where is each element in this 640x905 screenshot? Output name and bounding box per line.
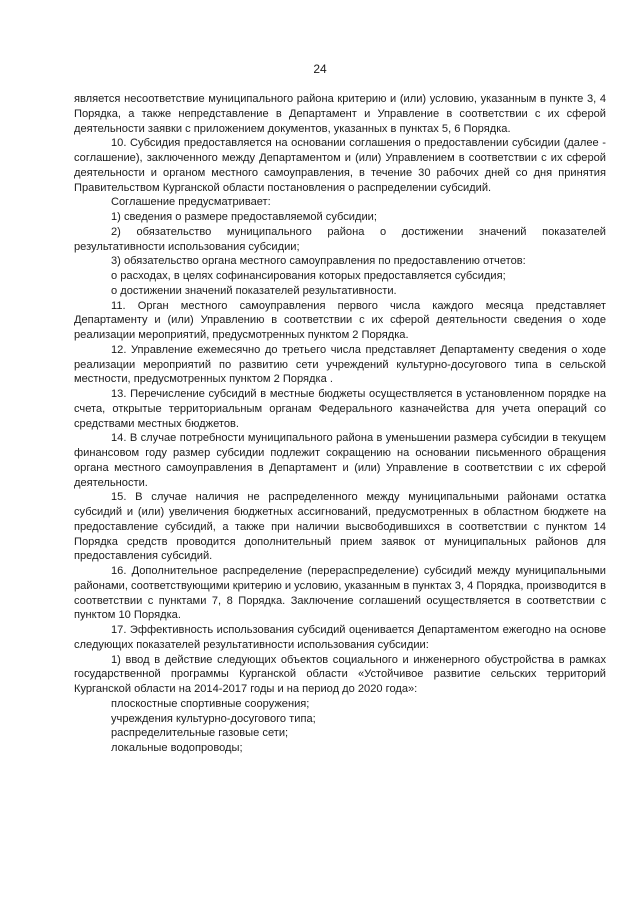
paragraph: о расходах, в целях софинансирования которых предоставляется субсидия; (111, 270, 506, 282)
paragraph: 15. В случае наличия не распределенного между муниципальными районами остатка субсидий и (или) увеличения бюджетных ассигнований, предусмотренных в областном бюджете на предоставление субсидий, а также при наличии высвободившихся в соответствии с пунктом 14 Порядка средств проводится дополнительный прием заявок от муниципальных районов для предоставления субсидий. (74, 491, 606, 563)
document-body (74, 92, 606, 756)
paragraph: распределительные газовые сети; (111, 727, 289, 740)
paragraph: о достижении значений показателей результативности. (111, 284, 397, 297)
page-number: 24 (313, 62, 327, 76)
paragraph: 1) ввод в действие следующих объектов социального и инженерного обустройства в рамках государственной программы Курганской области «Устойчивое развитие сельских территорий Курганской области на 2014-2017 годы и на период до 2020 года»: (74, 653, 606, 695)
paragraph: 11. Орган местного самоуправления первого числа каждого месяца представляет Департаменту и (или) Управлению в соответствии с их сферой деятельности сведения о ходе реализации мероприятий, предусмотренных пунктом 2 Порядка. (74, 299, 606, 341)
paragraph: Соглашение предусматривает: (111, 196, 271, 209)
paragraph: 14. В случае потребности муниципального района в уменьшении размера субсидии в текущем финансовом году размер субсидии подлежит сокращению на основании письменного обращения органа местного самоуправления в Департамент и (или) Управление в соответствии с их сферой деятельности. (74, 432, 606, 489)
paragraph: является несоответствие муниципального района критерию и (или) условию, указанным в пункте 3, 4 Порядка, а также непредставление в Департамент и Управление в соответствии с их сферой деятельности заявки с приложением документов, указанных в пунктах 5, 6 Порядка. (74, 93, 606, 135)
paragraph: 13. Перечисление субсидий в местные бюджеты осуществляется в установленном порядке на счета, открытые территориальным органам Федерального казначейства для учета операций со средствами местных бюджетов. (74, 388, 606, 430)
paragraph: учреждения культурно-досугового типа; (111, 712, 316, 725)
paragraph: 16. Дополнительное распределение (перераспределение) субсидий между муниципальными районами, соответствующими критерию и условию, указанным в пунктах 3, 4 Порядка, производится в соответствии с пунктами 7, 8 Порядка. Заключение соглашений осуществляется в соответствии с пунктом 10 Порядка. (74, 565, 606, 622)
paragraph: 17. Эффективность использования субсидий оценивается Департаментом ежегодно на основе следующих показателей результативности использования субсидии: (74, 624, 606, 651)
paragraph: локальные водопроводы; (111, 742, 243, 754)
paragraph: 2) обязательство муниципального района о достижении значений показателей результативности использования субсидии; (74, 225, 606, 253)
paragraph: 3) обязательство органа местного самоуправления по предоставлению отчетов: (111, 255, 526, 268)
paragraph: 10. Субсидия предоставляется на основании соглашения о предоставлении субсидии (далее - соглашение), заключенного между Департаментом и (или) Управлением в соответствии с их сферой деятельности и органом местного самоуправления, в течение 30 рабочих дней со дня принятия Правительством Курганской области постановления о распределении субсидий. (74, 137, 606, 194)
paragraph: плоскостные спортивные сооружения; (111, 697, 310, 710)
paragraph: 1) сведения о размере предоставляемой субсидии; (111, 211, 377, 223)
paragraph: 12. Управление ежемесячно до третьего числа представляет Департаменту сведения о ходе реализации мероприятий по развитию сети учреждений культурно-досугового типа в сельской местности, предусмотренных пунктом 2 Порядка . (74, 343, 606, 386)
